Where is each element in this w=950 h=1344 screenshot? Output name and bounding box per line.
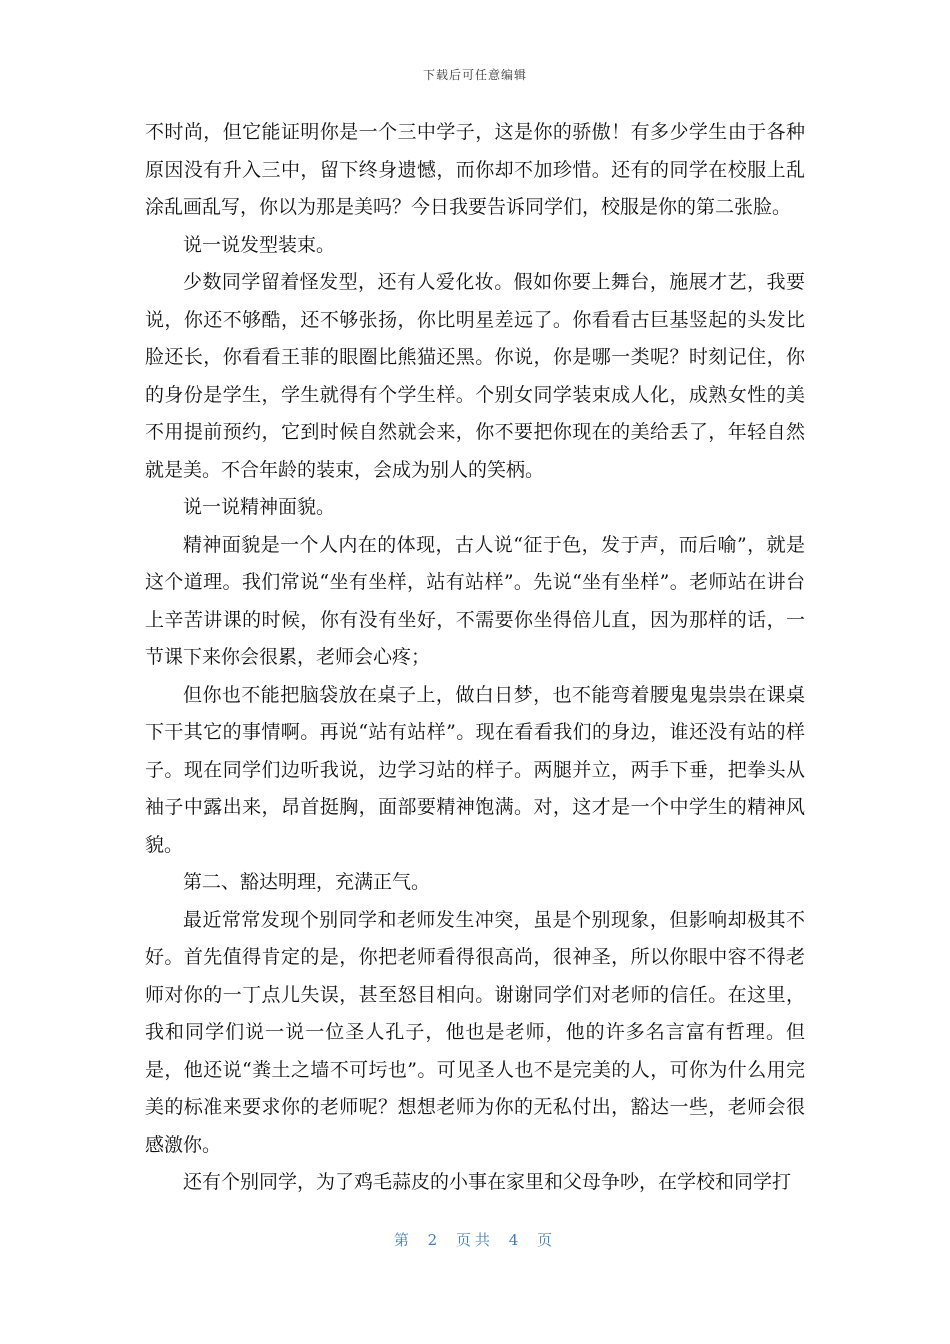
page-footer: 第 2 页共 4 页 <box>393 1231 557 1249</box>
paragraph: 但你也不能把脑袋放在桌子上，做白日梦，也不能弯着腰鬼鬼祟祟在课桌下干其它的事情啊。再说“站有站样”。现在看看我们的身边，谁还没有站的样子。现在同学们边听我说，边学习站的样子。两腿并立，两手下垂，把拳头从袖子中露出来，昂首挺胸，面部要精神饱满。对，这才是一个中学生的精神风貌。 <box>145 683 805 856</box>
section-heading: 第二、豁达明理，充满正气。 <box>183 871 431 893</box>
paragraph: 不时尚，但它能证明你是一个三中学子，这是你的骄傲！有多少学生由于各种原因没有升入三中，留下终身遗憾，而你却不加珍惜。还有的同学在校服上乱涂乱画乱写，你以为那是美吗？今日我要告诉同学们，校服是你的第二张脸。 <box>145 121 805 218</box>
document-body <box>145 114 805 1202</box>
section-heading: 说一说精神面貌。 <box>183 496 336 518</box>
page-header: 下载后可任意编辑 <box>422 68 527 82</box>
paragraph: 精神面貌是一个人内在的体现，古人说“征于色，发于声，而后喻”，就是这个道理。我们常说“坐有坐样，站有站样”。先说“坐有坐样”。老师站在讲台上辛苦讲课的时候，你有没有坐好，不需要你坐得倍儿直，因为那样的话，一节课下来你会很累，老师会心疼； <box>145 533 805 668</box>
paragraph: 还有个别同学，为了鸡毛蒜皮的小事在家里和父母争吵，在学校和同学打 <box>183 1171 792 1193</box>
paragraph: 最近常常发现个别同学和老师发生冲突，虽是个别现象，但影响却极其不好。首先值得肯定的是，你把老师看得很高尚，很神圣，所以你眼中容不得老师对你的一丁点儿失误，甚至怒目相向。谢谢同学们对老师的信任。在这里，我和同学们说一说一位圣人孔子，他也是老师，他的许多名言富有哲理。但是，他还说“粪土之墙不可圬也”。可见圣人也不是完美的人，可你为什么用完美的标准来要求你的老师呢？想想老师为你的无私付出，豁达一些，老师会很感激你。 <box>145 908 805 1156</box>
section-heading: 说一说发型装束。 <box>183 233 336 256</box>
paragraph: 少数同学留着怪发型，还有人爱化妆。假如你要上舞台，施展才艺，我要说，你还不够酷，还不够张扬，你比明星差远了。你看看古巨基竖起的头发比脸还长，你看看王菲的眼圈比熊猫还黑。你说，你是哪一类呢？时刻记住，你的身份是学生，学生就得有个学生样。个别女同学装束成人化，成熟女性的美不用提前预约，它到时候自然就会来，你不要把你现在的美给丢了，年轻自然就是美。不合年龄的装束，会成为别人的笑柄。 <box>145 271 805 481</box>
